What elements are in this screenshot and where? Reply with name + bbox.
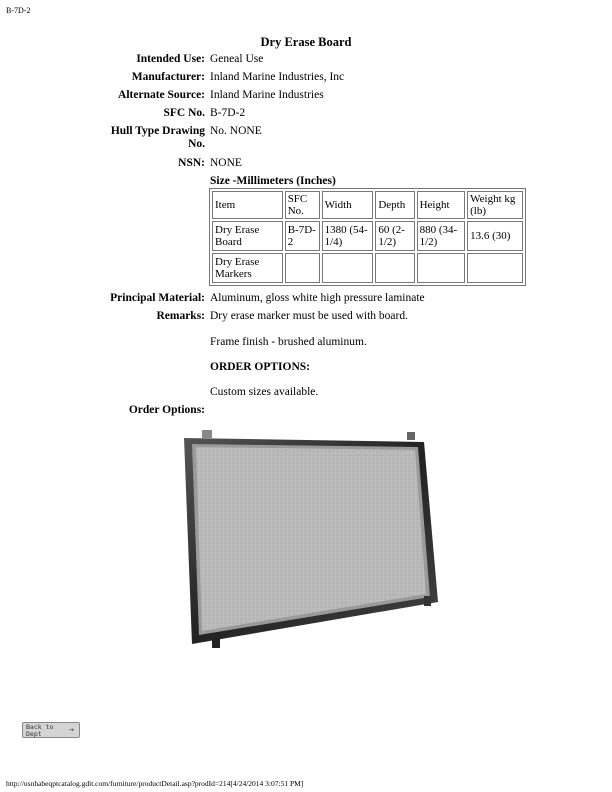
- table-header-row: [212, 191, 523, 219]
- alternate-source-value: Inland Marine Industries: [210, 89, 324, 101]
- remarks-label: Remarks:: [156, 310, 205, 322]
- hull-label-line2: No.: [188, 138, 205, 150]
- custom-sizes-text: Custom sizes available.: [210, 386, 319, 398]
- mount-tab-left: [202, 430, 212, 438]
- header-cell: Width: [322, 191, 374, 219]
- back-button-line1: Back to: [26, 723, 54, 731]
- table-cell: [375, 253, 414, 283]
- arrow-right-icon: →: [69, 725, 74, 734]
- frame-finish-text: Frame finish - brushed aluminum.: [210, 336, 367, 348]
- hull-label-line1: Hull Type Drawing: [110, 125, 205, 137]
- table-cell: Dry Erase Board: [212, 221, 283, 251]
- principal-material-label: Principal Material:: [110, 292, 205, 304]
- size-table: [209, 188, 526, 286]
- table-row: [212, 221, 523, 251]
- alternate-source-label: Alternate Source:: [118, 89, 205, 101]
- board-foot-left: [212, 638, 220, 648]
- intended-use-value: Geneal Use: [210, 53, 264, 65]
- mount-tab-right: [407, 432, 415, 440]
- manufacturer-value: Inland Marine Industries, Inc: [210, 71, 345, 83]
- page-title: [0, 35, 612, 50]
- table-cell: [285, 253, 320, 283]
- header-cell: SFC No.: [285, 191, 320, 219]
- table-cell: 60 (2-1/2): [375, 221, 414, 251]
- table-cell: 1380 (54-1/4): [322, 221, 374, 251]
- dry-erase-board-photo: [180, 430, 442, 652]
- sfc-value: B-7D-2: [210, 107, 246, 119]
- header-cell: Depth: [375, 191, 414, 219]
- nsn-label: NSN:: [178, 157, 205, 169]
- table-cell: Dry Erase Markers: [212, 253, 283, 283]
- header-cell: Height: [417, 191, 466, 219]
- back-button-line2: Dept: [26, 729, 42, 738]
- nsn-value: NONE: [210, 157, 242, 169]
- remarks-value: Dry erase marker must be used with board.: [210, 310, 408, 322]
- footer-url: http://usnhabeqptcatalog.gdit.com/furniture/productDetail.asp?prodId=214[4/24/2014 3:07:51 PM]: [6, 779, 304, 788]
- principal-material-value: Aluminum, gloss white high pressure laminate: [210, 292, 425, 304]
- order-options-heading: ORDER OPTIONS:: [210, 361, 310, 373]
- header-cell: Item: [212, 191, 283, 219]
- back-to-dept-button[interactable]: [22, 722, 80, 738]
- table-cell: 13.6 (30): [467, 221, 523, 251]
- table-cell: [467, 253, 523, 283]
- table-cell: 880 (34-1/2): [417, 221, 466, 251]
- board-foot-right: [424, 596, 431, 606]
- hull-value: No. NONE: [210, 125, 262, 137]
- intended-use-label: Intended Use:: [136, 53, 205, 65]
- table-row: [212, 253, 523, 283]
- manufacturer-label: Manufacturer:: [131, 71, 205, 83]
- size-table-heading: Size -Millimeters (Inches): [210, 175, 336, 187]
- table-cell: B-7D-2: [285, 221, 320, 251]
- header-cell: Weight kg (lb): [467, 191, 523, 219]
- order-options-label: Order Options:: [128, 404, 205, 416]
- page-title-text: Dry Erase Board: [260, 35, 352, 49]
- table-cell: [322, 253, 374, 283]
- page-header-code: B-7D-2: [6, 6, 31, 15]
- sfc-label: SFC No.: [163, 107, 205, 119]
- table-cell: [417, 253, 466, 283]
